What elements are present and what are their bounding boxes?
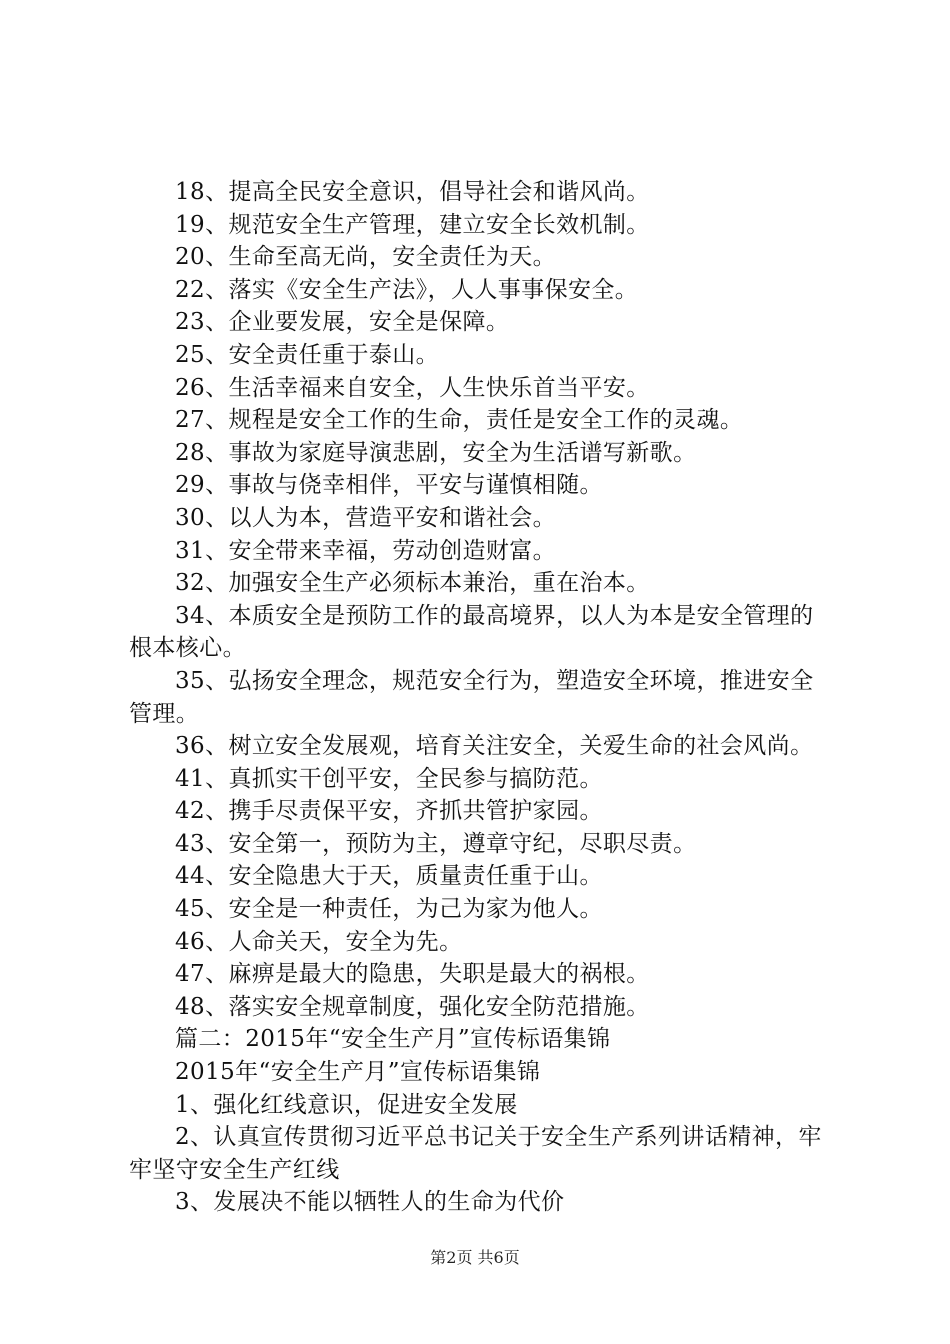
paragraph: 36、树立安全发展观，培育关注安全，关爱生命的社会风尚。 — [175, 733, 814, 760]
paragraph: 35、弘扬安全理念，规范安全行为，塑造安全环境，推进安全管理。 — [129, 667, 814, 727]
paragraph: 3、发展决不能以牺牲人的生命为代价 — [175, 1189, 565, 1216]
page-footer: 第2页 共6页 — [430, 1248, 520, 1267]
paragraph: 31、安全带来幸福，劳动创造财富。 — [175, 537, 557, 564]
paragraph: 25、安全责任重于泰山。 — [175, 341, 440, 368]
paragraph: 22、落实《安全生产法》，人人事事保安全。 — [175, 276, 639, 303]
paragraph: 28、事故为家庭导演悲剧，安全为生活谱写新歌。 — [175, 439, 697, 466]
paragraph: 47、麻痹是最大的隐患，失职是最大的祸根。 — [175, 961, 650, 988]
paragraph: 23、企业要发展，安全是保障。 — [175, 309, 510, 336]
paragraph: 20、生命至高无尚，安全责任为天。 — [175, 244, 557, 271]
document-body — [129, 176, 835, 1219]
paragraph: 48、落实安全规章制度，强化安全防范措施。 — [175, 993, 650, 1020]
paragraph: 30、以人为本，营造平安和谐社会。 — [175, 504, 557, 531]
paragraph: 43、安全第一，预防为主，遵章守纪，尽职尽责。 — [175, 830, 697, 857]
paragraph: 45、安全是一种责任，为己为家为他人。 — [175, 896, 603, 923]
paragraph: 29、事故与侥幸相伴，平安与谨慎相随。 — [175, 472, 603, 499]
paragraph: 46、人命关天，安全为先。 — [175, 928, 463, 955]
paragraph: 41、真抓实干创平安，全民参与搞防范。 — [175, 765, 603, 792]
paragraph: 1、强化红线意识，促进安全发展 — [175, 1091, 518, 1118]
paragraph: 42、携手尽责保平安，齐抓共管护家园。 — [175, 798, 603, 825]
paragraph: 34、本质安全是预防工作的最高境界，以人为本是安全管理的根本核心。 — [129, 602, 814, 662]
paragraph: 27、规程是安全工作的生命，责任是安全工作的灵魂。 — [175, 407, 744, 434]
paragraph: 18、提高全民安全意识，倡导社会和谐风尚。 — [175, 179, 650, 205]
paragraph: 26、生活幸福来自安全，人生快乐首当平安。 — [175, 374, 650, 401]
paragraph: 2、认真宣传贯彻习近平总书记关于安全生产系列讲话精神，牢牢坚守安全生产红线 — [129, 1124, 822, 1183]
paragraph: 44、安全隐患大于天，质量责任重于山。 — [175, 863, 603, 890]
paragraph: 32、加强安全生产必须标本兼治，重在治本。 — [175, 570, 650, 597]
paragraph: 19、规范安全生产管理，建立安全长效机制。 — [175, 211, 650, 238]
section-title: 2015年“安全生产月”宣传标语集锦 — [175, 1059, 541, 1086]
section-heading: 篇二：2015年“安全生产月”宣传标语集锦 — [175, 1026, 611, 1053]
